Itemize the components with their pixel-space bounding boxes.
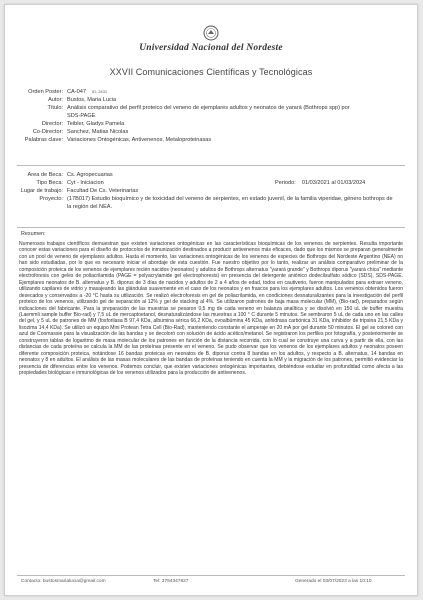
lugar-trabajo-label: Lugar de trabajo:: [20, 188, 63, 194]
area-beca-value: Cs. Agropecuarias: [67, 172, 113, 178]
titulo-value: Análisis comparativo del perfil proteico del veneno de ejemplares adultos y neonatos de yarará (Bothrops spp) por SDS-PAGE: [67, 105, 350, 119]
area-beca-label: Area de Beca:: [27, 172, 63, 178]
autor-value: Bustos, Maria Lucia: [67, 97, 117, 103]
periodo-label: Periodo:: [275, 180, 296, 186]
congress-title: XXVII Comunicaciones Científicas y Tecnológicas: [109, 67, 313, 77]
university-logo: [5, 25, 417, 53]
university-seal-icon: [203, 25, 219, 41]
orden-poster-label: Orden Poster:: [28, 89, 63, 95]
beca-metadata: [5, 171, 417, 211]
co-director-value: Sanchez, Matias Nicolas: [67, 129, 129, 135]
periodo-value: 01/03/2021 al 01/03/2024: [301, 180, 366, 186]
tipo-beca-value: Cyt - Iniciacion: [67, 180, 104, 186]
director-label: Director:: [41, 121, 63, 127]
divider: [17, 165, 405, 166]
orden-poster-value: CA-047: [67, 89, 86, 95]
proyecto-value: (17B017) Estudio bioquímico y de toxicidad del veneno de serpientes, en estado juvenil, de la familia viperidae, género bothrops de la región del NEA.: [67, 196, 393, 210]
lugar-trabajo-value: Facultad De Cs. Veterinarias: [67, 188, 139, 194]
poster-id: ID: 2431: [91, 89, 108, 94]
proyecto-label: Proyecto:: [39, 196, 63, 202]
footer-contacto: Contacto: bustosmarialucia@gmail.com: [21, 579, 106, 584]
titulo-label: Título:: [47, 105, 63, 111]
document-page: [4, 4, 418, 596]
tipo-beca-label: Tipo Beca:: [36, 180, 63, 186]
divider: [17, 575, 405, 576]
resumen-text: Numerosos trabajos científicos demuestran que existen variaciones ontogénicas en las características bioquímicas de los venenos de serpientes. Resulta importante conocer estas variaciones para el diseño de protocolos de inmunización destinados a producir antivenenos más eficaces, dado que los mismos se preparan generalmente con un pool de veneno de ejemplares adultos. Hasta el momento, las variaciones ontogénicas de los venenos de especies de Bothrops del Nordeste Argentino (NEA) no han sido estudiadas, por lo que es necesario iniciar el abordaje de esta cuestión. Fue nuestro objetivo por lo tanto, realizar un análisis comparativo preliminar de la composición proteica de los venenos de ejemplares recién nacidos (neonatos) y adultos de Bothrops alternatus "yarará grande" y Bothrops diporus "yarará chica" mediante electroforesis con geles de poliacrilamida (PAGE = polyacrylamide gel electrophoresis) en presencia del detergente aniónico dodecilsulfato sódico (SDS), SDS-PAGE. Ejemplares neonatos de B. alternatus y B. diporus de 3 días de nacidos y adultos de 2 a 4 años de edad, todos en cautiverio, fueron manipulados para extraer veneno, utilizando capilares de vidrio y masajeando las glándulas suavemente en el caso de los neonatos y en frascos para los ejemplares adultos. Los venenos obtenidos fueron desecados y conservados a -20 °C hasta su utilización. Se realizó electroforesis en gel de poliacrilamida, en condiciones desnaturalizantes para la investigación del perfil proteico de los venenos, utilizando gel de separación al 12% y gel de stacking al 4%. Se utilizaron patrones de baja masa molecular (MM), (Bio-rad), preparados según indicaciones del fabricante. Para la preparación de las muestras se pesaron 0,5 mg de cada veneno en balanza analítica y se disolvió en 150 uL de buffer muestra (Laemmli sample buffer Bio-rad) y 7,5 uL de mercaptoetanol, desnaturalizándose las muestras a 100 ° C durante 5 minutos. Se sembraron 5 uL de cada uno en las calles del gel, y 5 uL de patrones de MM (fosforilasa B 97,4 KDa, albumina sérica 66,2 KDa, ovoalbúmina 45 KDa, anhidrasa carbónica 31 KDa, inhibidor de tripsina 21,5 KDa y lisozima 14,4 KDa). Se utilizó un equipo Mini Protean Tetra Cell (Bio-Rad), manteniendo constante el amperaje en 20 mA por gel durante 50 minutos. El gel se coloreó con azul de Coomassie para la visualización de las bandas y se decoloró con solución de ácido acético/metanol. Se registraron los perfiles por fotografía, y posteriormente se construyeron tablas de logaritmo de masa molecular de los patrones en función de la distancia recorrida, con lo cual se construye una curva y a partir de ella, con las distancias de cada proteína se calcula la MM de las proteínas presente en el veneno. Se pudo observar que los venenos de los ejemplares adultos y neonatos poseen diferente composición proteica, notándose 16 bandas proteicas en neonatos de B. diporus contra 8 bandas en los adultos, y respecto a B. alternatus, 14 bandas en neonatos y 8 en adultos. El análisis de las masas moleculares de las bandas de proteínas teniendo en cuenta la MM y la migración de los patrones, permitió evidenciar la presencia de diferencias entre los venenos. Podemos concluir, que existen variaciones ontogénicas importantes, debiéndose estudiar en profundidad como afecta a las propiedades biológicas e inmunológicas de los venenos utilizados para la producción de antivenenos.: [19, 241, 403, 377]
co-director-label: Co-Director:: [32, 129, 63, 135]
resumen-label: Resumen:: [21, 231, 46, 237]
director-value: Teibler, Gladys Pamela: [67, 121, 125, 127]
footer-tel: Tel: 3794347827: [153, 579, 189, 584]
autor-label: Autor:: [48, 97, 63, 103]
divider: [17, 227, 405, 228]
university-name: Universidad Nacional del Nordeste: [139, 43, 283, 53]
poster-metadata: [5, 88, 417, 144]
palabras-clave-value: Variaciones Ontogénicas, Antivenenos, Metaloproteinasas: [67, 137, 212, 143]
palabras-clave-label: Palabras clave:: [24, 137, 63, 143]
footer-generado: Generado el 03/07/2023 a las 10:10: [295, 579, 372, 584]
